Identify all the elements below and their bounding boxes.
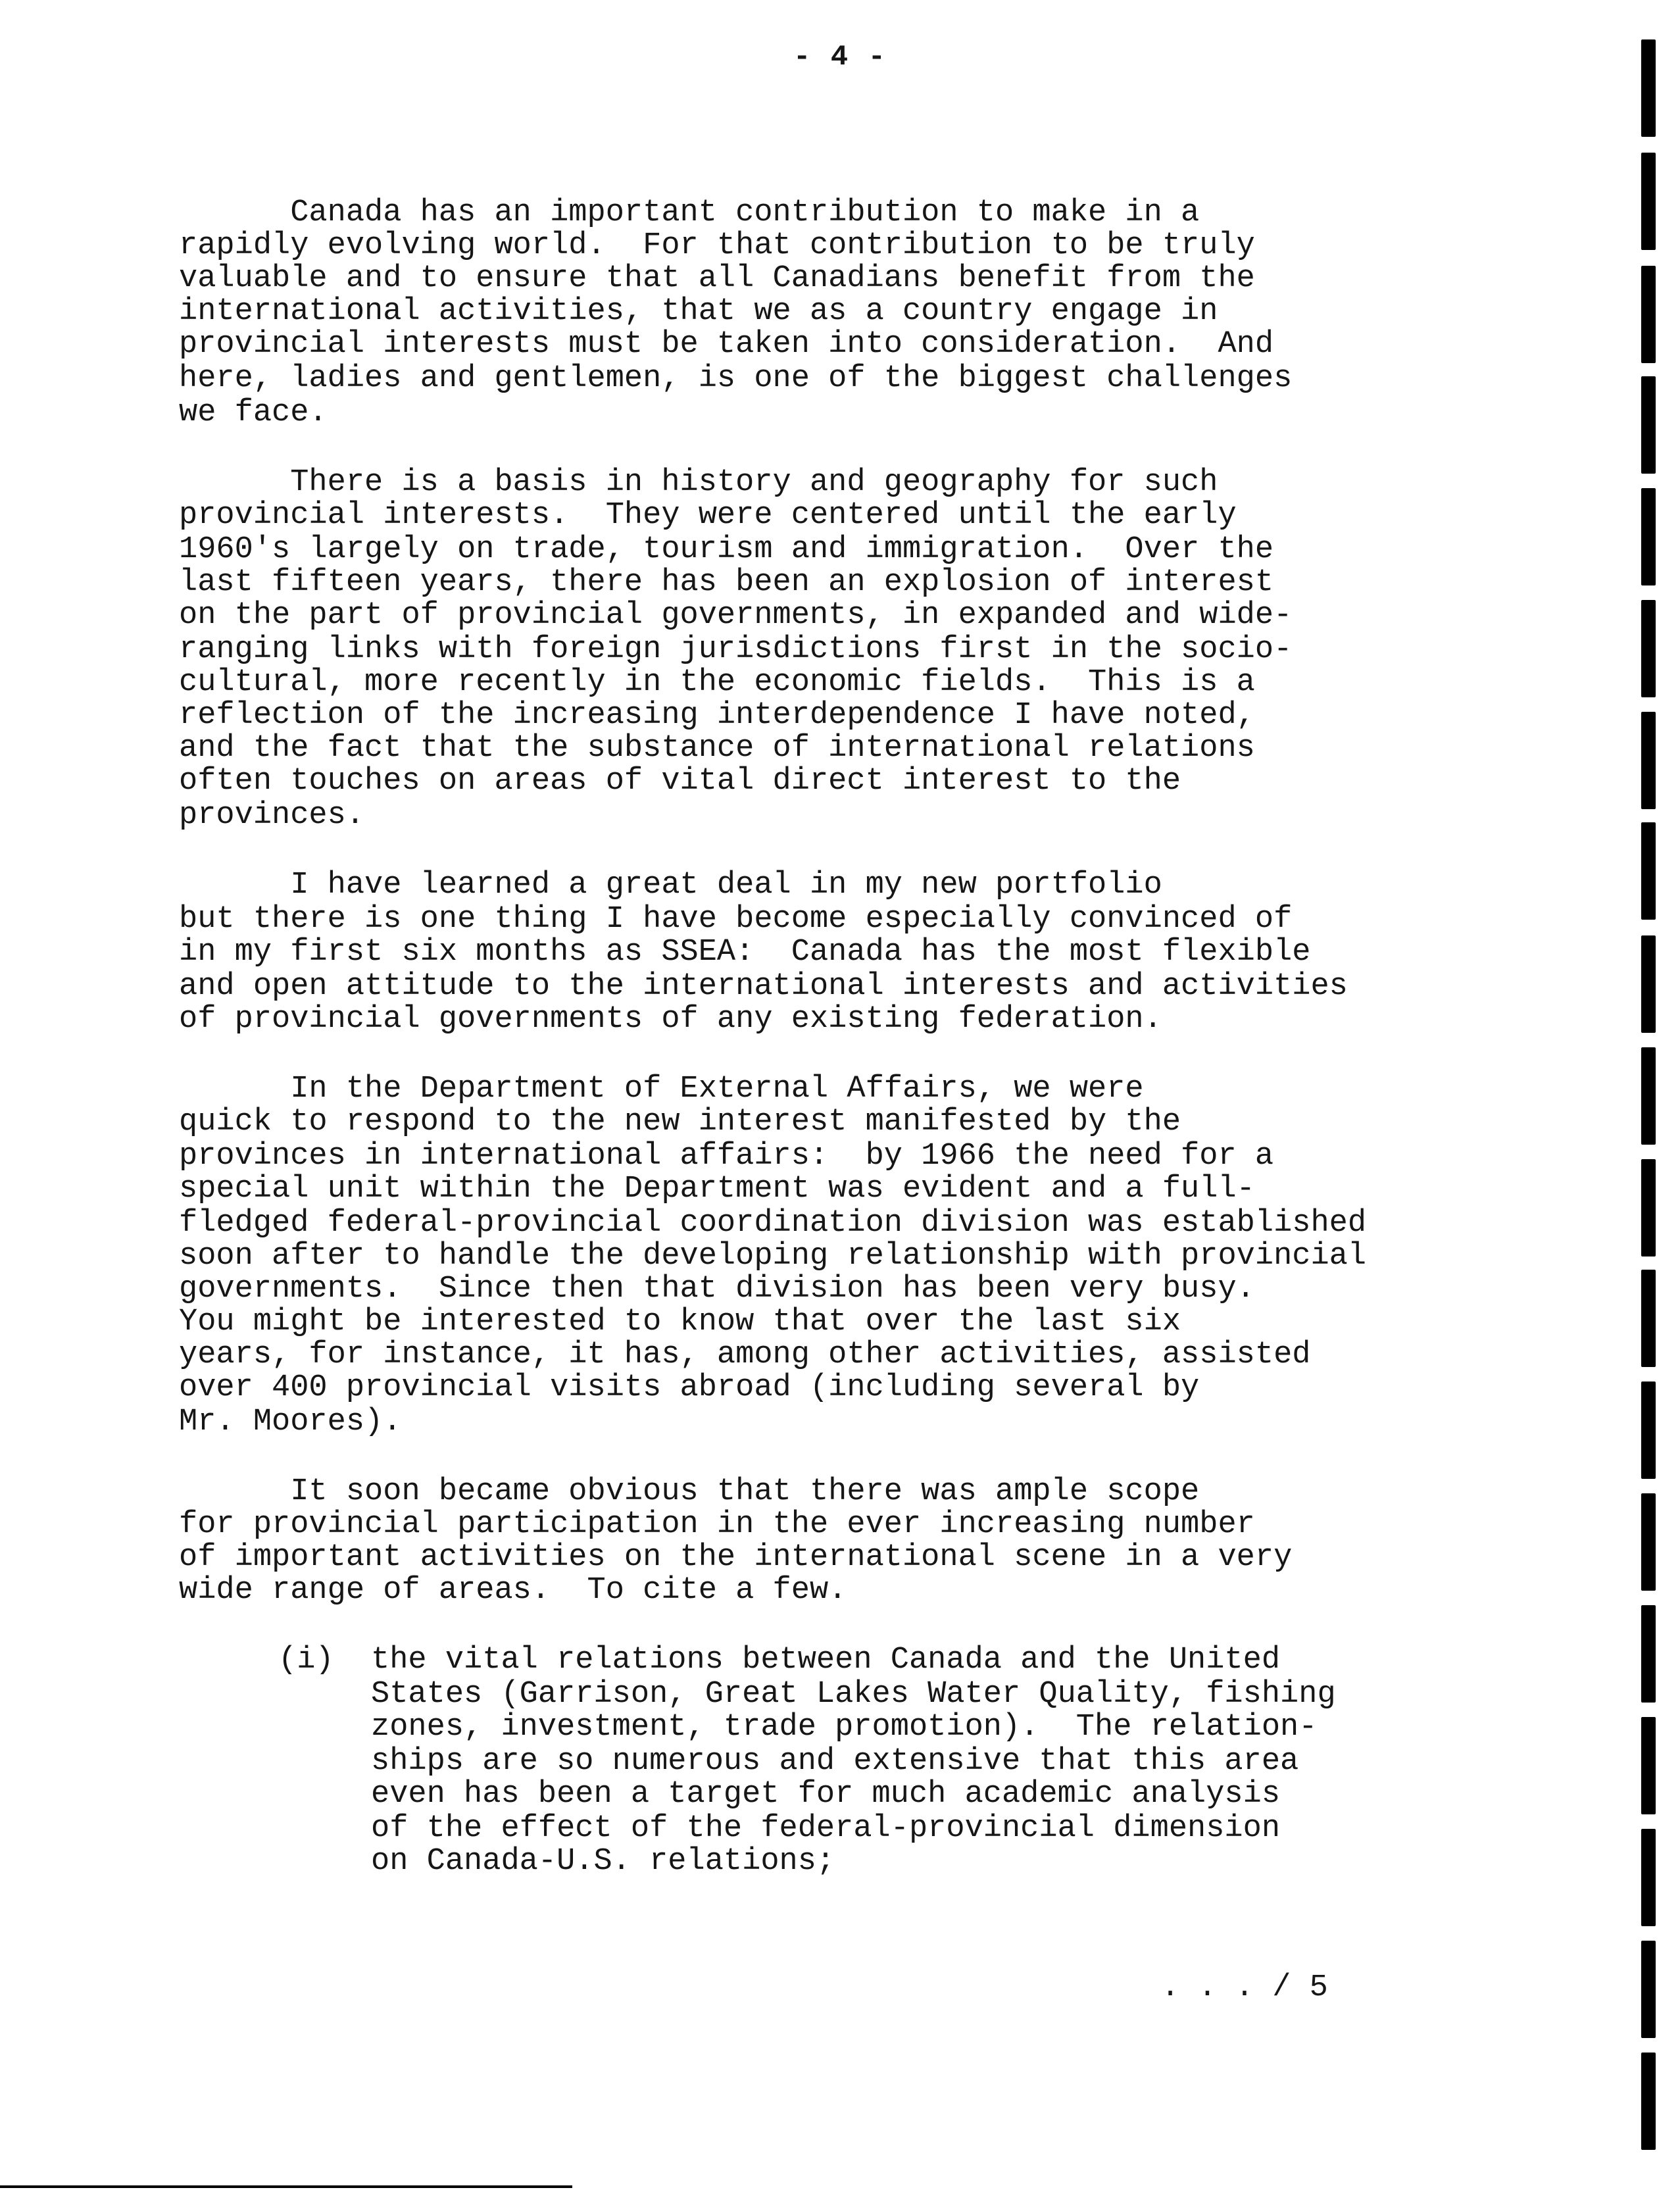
text-line: You might be interested to know that over the last six (179, 1305, 1181, 1339)
continuation-marker: . . . / 5 (1161, 1970, 1328, 2005)
text-line: governments. Since then that division has been very busy. (179, 1272, 1255, 1307)
binder-mark (1641, 1605, 1656, 1703)
text-line: rapidly evolving world. For that contribution to be truly (179, 228, 1255, 263)
text-line: over 400 provincial visits abroad (including several by (179, 1370, 1200, 1405)
binder-mark (1641, 1381, 1656, 1479)
text-line: cultural, more recently in the economic fields. This is a (179, 665, 1255, 700)
text-line: provincial interests must be taken into consideration. And (179, 327, 1274, 362)
text-line: here, ladies and gentlemen, is one of the biggest challenges (179, 361, 1293, 396)
text-line: for provincial participation in the ever increasing number (179, 1507, 1255, 1542)
text-line: of important activities on the international scene in a very (179, 1540, 1293, 1575)
text-line: It soon became obvious that there was ample scope (179, 1474, 1200, 1509)
text-line: of provincial governments of any existing federation. (179, 1002, 1162, 1037)
binder-mark (1641, 266, 1656, 363)
binder-mark (1641, 1717, 1656, 1814)
text-line: reflection of the increasing interdependence I have noted, (179, 698, 1255, 733)
text-line: and the fact that the substance of international relations (179, 731, 1255, 766)
text-line: in my first six months as SSEA: Canada has the most flexible (179, 935, 1311, 970)
text-line: 1960's largely on trade, tourism and immigration. Over the (179, 532, 1274, 567)
text-line: special unit within the Department was evident and a full- (179, 1172, 1255, 1207)
scan-bottom-rule (0, 2185, 572, 2188)
binder-mark (1641, 1829, 1656, 1926)
binder-mark (1641, 376, 1656, 474)
text-line: years, for instance, it has, among other activities, assisted (179, 1337, 1311, 1372)
text-line: even has been a target for much academic analysis (278, 1777, 1281, 1812)
binder-mark (1641, 712, 1656, 809)
text-line: States (Garrison, Great Lakes Water Quality, fishing (278, 1677, 1336, 1712)
text-line: ranging links with foreign jurisdictions first in the socio- (179, 632, 1293, 667)
text-line: Mr. Moores). (179, 1405, 402, 1439)
text-line: we face. (179, 395, 328, 430)
binder-mark (1641, 1493, 1656, 1591)
text-line: valuable and to ensure that all Canadians benefit from the (179, 261, 1255, 296)
binder-mark (1641, 153, 1656, 250)
text-line: on Canada-U.S. relations; (278, 1844, 835, 1879)
text-line: but there is one thing I have become especially convinced of (179, 902, 1293, 937)
binder-mark (1641, 488, 1656, 585)
text-line: There is a basis in history and geography for such (179, 465, 1218, 500)
text-line: quick to respond to the new interest manifested by the (179, 1105, 1181, 1139)
binder-mark (1641, 1047, 1656, 1145)
page-number: - 4 - (793, 41, 887, 74)
text-line: I have learned a great deal in my new portfolio (179, 868, 1162, 903)
text-line: provincial interests. They were centered until the early (179, 498, 1237, 533)
text-line: fledged federal-provincial coordination division was established (179, 1206, 1367, 1241)
text-line: provinces in international affairs: by 1966 the need for a (179, 1139, 1274, 1174)
binder-mark (1641, 1159, 1656, 1257)
binder-mark (1641, 39, 1656, 137)
binder-mark (1641, 2053, 1656, 2150)
text-line: on the part of provincial governments, in expanded and wide- (179, 598, 1293, 633)
text-line: Canada has an important contribution to make in a (179, 195, 1200, 230)
text-line: last fifteen years, there has been an explosion of interest (179, 565, 1274, 600)
binder-mark (1641, 1270, 1656, 1367)
text-line: wide range of areas. To cite a few. (179, 1573, 847, 1608)
text-line: of the effect of the federal-provincial dimension (278, 1811, 1281, 1846)
text-line: ships are so numerous and extensive that this area (278, 1744, 1299, 1779)
binder-mark (1641, 935, 1656, 1033)
binder-mark (1641, 600, 1656, 697)
text-line: (i) the vital relations between Canada and the United (278, 1643, 1281, 1678)
text-line: international activities, that we as a country engage in (179, 294, 1218, 329)
text-line: soon after to handle the developing relationship with provincial (179, 1239, 1367, 1274)
text-line: zones, investment, trade promotion). The relation- (278, 1710, 1318, 1745)
text-line: and open attitude to the international interests and activities (179, 969, 1348, 1004)
text-line: In the Department of External Affairs, we were (179, 1072, 1144, 1107)
text-line: often touches on areas of vital direct interest to the (179, 764, 1181, 799)
binder-mark (1641, 1941, 1656, 2038)
text-line: provinces. (179, 798, 365, 833)
binder-mark (1641, 822, 1656, 920)
